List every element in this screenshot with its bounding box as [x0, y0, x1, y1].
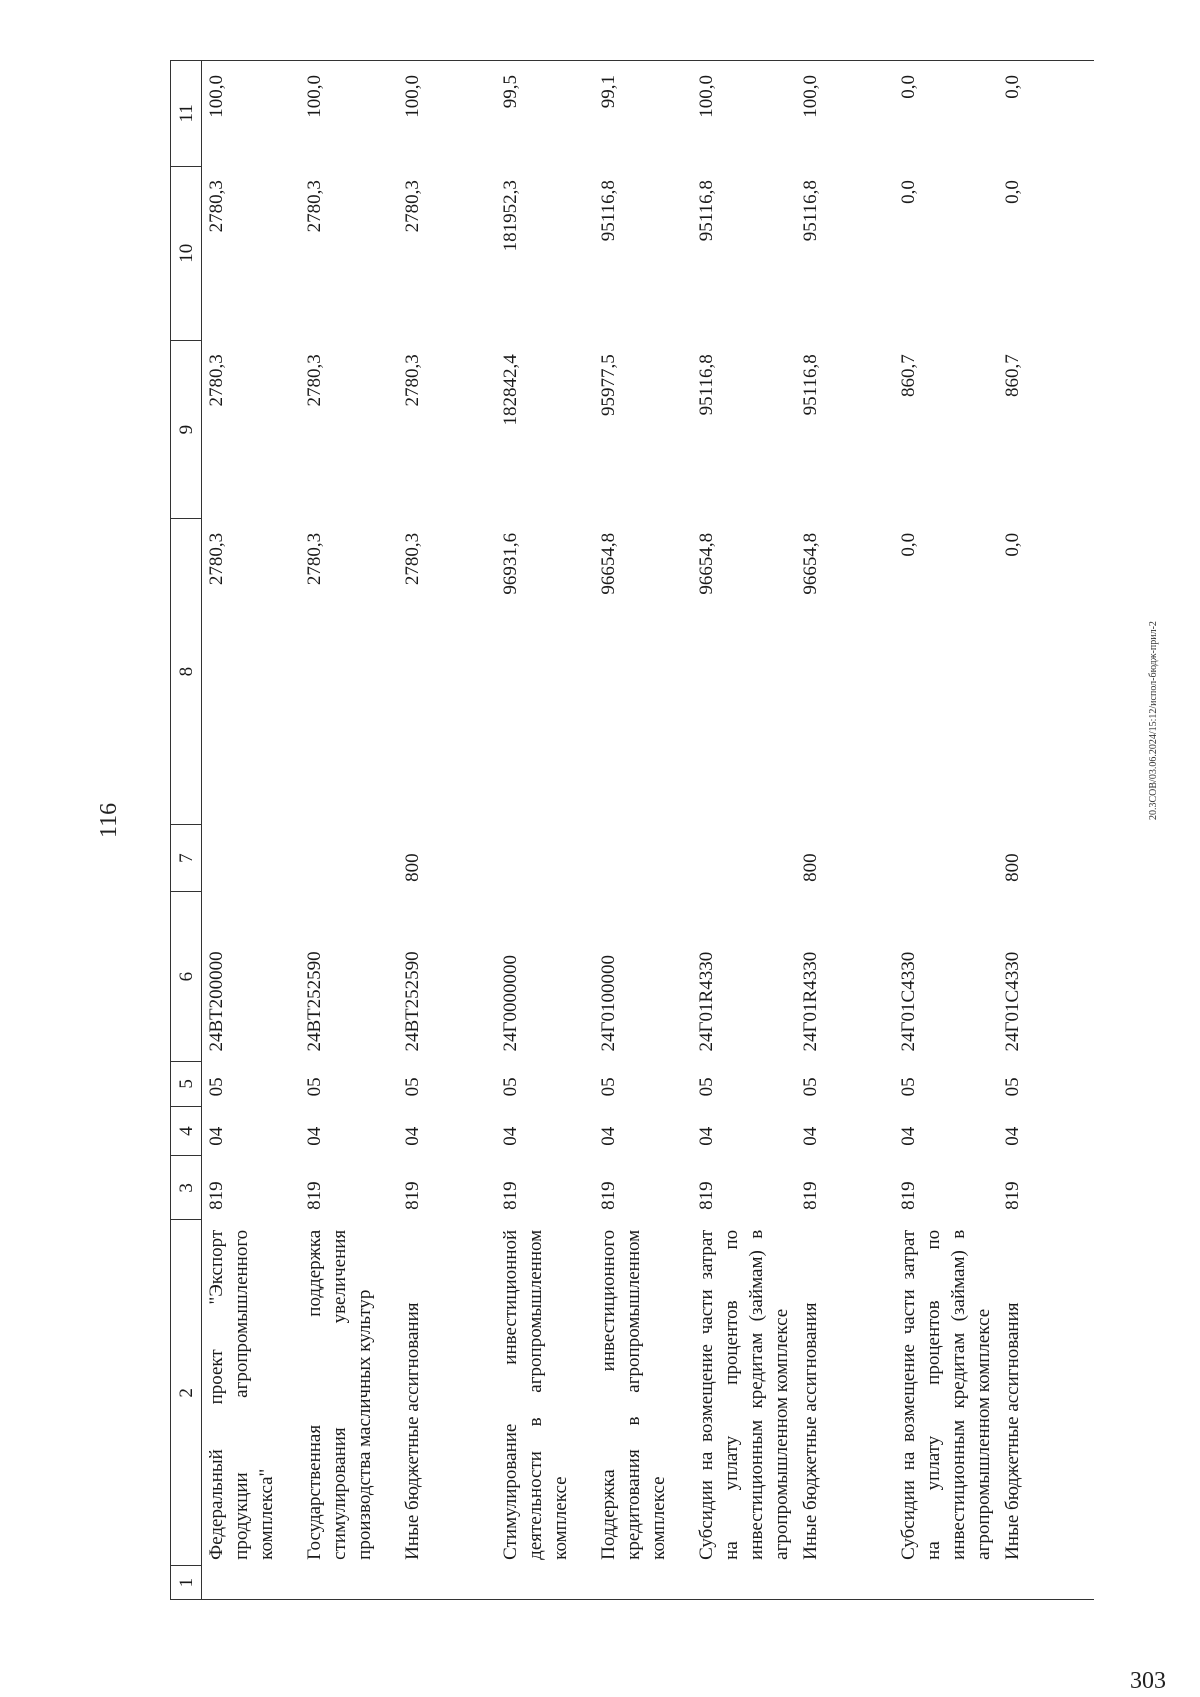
cell-ministry-code: 819 [402, 1181, 423, 1210]
cell-expense-type: 800 [1002, 853, 1023, 882]
cell-section: 04 [1002, 1126, 1023, 1146]
cell-subsection: 05 [598, 1077, 619, 1097]
cell-expense-type [892, 824, 996, 891]
cell-col-1 [494, 1566, 592, 1600]
cell-col-8: 0,0 [898, 532, 919, 557]
table-row [690, 61, 794, 1600]
cell-target-article: 24Г0000000 [500, 954, 521, 1052]
cell-name: Стимулирование инвестиционной деятельности в агропромышленном комплексе [500, 1229, 571, 1560]
cell-col-11: 0,0 [996, 61, 1094, 167]
table-row [592, 61, 690, 1600]
cell-target-article: 24Г0100000 [598, 954, 619, 1052]
cell-section: 04 [898, 1126, 919, 1146]
cell-target-article: 24ВТ252590 [402, 951, 423, 1052]
cell-col-11: 100,0 [396, 61, 494, 167]
budget-table [170, 60, 1094, 1600]
cell-ministry-code: 819 [304, 1181, 325, 1210]
cell-subsection: 05 [1002, 1077, 1023, 1097]
table-row [794, 61, 892, 1600]
cell-col-8: 2780,3 [402, 532, 423, 586]
cell-name: Субсидии на возмещение части затрат на уплату процентов по инвестиционным кредитам (займам) в агропромышленном комплексе [696, 1229, 792, 1560]
cell-col-8: 2780,3 [304, 532, 325, 586]
header-row [171, 61, 202, 1600]
header-col-6: 6 [171, 892, 202, 1062]
cell-col-9: 860,7 [898, 354, 919, 398]
cell-expense-type [494, 824, 592, 891]
page-number: 116 [96, 802, 122, 838]
cell-col-9: 95977,5 [598, 354, 619, 417]
cell-section: 04 [598, 1126, 619, 1146]
header-col-8: 8 [171, 519, 202, 825]
table-row [202, 61, 299, 1600]
cell-col-11: 0,0 [892, 61, 996, 167]
cell-col-11: 99,1 [592, 61, 690, 167]
cell-name: Поддержка инвестиционного кредитования в агропромышленном комплексе [598, 1229, 669, 1560]
cell-col-11: 100,0 [202, 61, 299, 167]
cell-col-10: 95116,8 [598, 180, 619, 242]
cell-ministry-code: 819 [1002, 1181, 1023, 1210]
cell-col-11: 99,5 [494, 61, 592, 167]
cell-name: Государственная поддержка стимулирования увеличения производства масличных культур [304, 1229, 375, 1560]
cell-subsection: 05 [206, 1077, 227, 1097]
cell-target-article: 24Г01R4330 [800, 951, 821, 1052]
cell-col-10: 2780,3 [304, 180, 325, 233]
header-col-1: 1 [171, 1566, 202, 1600]
cell-col-11: 100,0 [794, 61, 892, 167]
cell-col-10: 2780,3 [206, 180, 227, 233]
cell-ministry-code: 819 [206, 1181, 227, 1210]
cell-col-9: 860,7 [1002, 354, 1023, 398]
cell-col-8: 2780,3 [206, 532, 227, 586]
cell-col-8: 96654,8 [800, 532, 821, 595]
header-col-11: 11 [171, 61, 202, 167]
cell-col-8: 96654,8 [696, 532, 717, 595]
cell-expense-type [690, 824, 794, 891]
cell-name: Федеральный проект "Экспорт продукции агропромышленного комплекса" [206, 1229, 277, 1560]
cell-section: 04 [696, 1126, 717, 1146]
cell-col-1 [892, 1566, 996, 1600]
cell-name: Субсидии на возмещение части затрат на уплату процентов по инвестиционным кредитам (займам) в агропромышленном комплексе [898, 1229, 994, 1560]
cell-target-article: 24ВТ200000 [206, 951, 227, 1052]
cell-subsection: 05 [800, 1077, 821, 1097]
cell-section: 04 [402, 1126, 423, 1146]
cell-col-9: 2780,3 [402, 354, 423, 407]
cell-col-1 [794, 1566, 892, 1600]
cell-target-article: 24ВТ252590 [304, 951, 325, 1052]
cell-col-1 [298, 1566, 396, 1600]
header-col-3: 3 [171, 1156, 202, 1220]
cell-subsection: 05 [402, 1077, 423, 1097]
cell-col-11: 100,0 [298, 61, 396, 167]
cell-col-10: 95116,8 [800, 180, 821, 242]
sheet-number: 303 [1130, 1668, 1166, 1694]
cell-section: 04 [800, 1126, 821, 1146]
cell-col-10: 0,0 [898, 180, 919, 204]
cell-name: Иные бюджетные ассигнования [402, 1302, 423, 1560]
table-row [396, 61, 494, 1600]
cell-expense-type [298, 824, 396, 891]
header-col-7: 7 [171, 824, 202, 891]
table-row [298, 61, 396, 1600]
cell-col-1 [996, 1566, 1094, 1600]
cell-col-1 [202, 1566, 299, 1600]
cell-ministry-code: 819 [598, 1181, 619, 1210]
cell-ministry-code: 819 [898, 1181, 919, 1210]
header-col-10: 10 [171, 166, 202, 340]
budget-table-container [170, 60, 1023, 1600]
cell-col-9: 95116,8 [800, 354, 821, 416]
cell-subsection: 05 [304, 1077, 325, 1097]
cell-col-10: 95116,8 [696, 180, 717, 242]
table-row [892, 61, 996, 1600]
header-col-2: 2 [171, 1220, 202, 1566]
cell-subsection: 05 [898, 1077, 919, 1097]
cell-col-1 [592, 1566, 690, 1600]
cell-col-1 [396, 1566, 494, 1600]
cell-col-10: 0,0 [1002, 180, 1023, 204]
cell-expense-type: 800 [800, 853, 821, 882]
cell-subsection: 05 [696, 1077, 717, 1097]
cell-ministry-code: 819 [696, 1181, 717, 1210]
cell-target-article: 24Г01С4330 [1002, 951, 1023, 1052]
cell-name: Иные бюджетные ассигнования [1002, 1302, 1023, 1560]
cell-col-1 [690, 1566, 794, 1600]
header-col-9: 9 [171, 340, 202, 519]
table-row [494, 61, 592, 1600]
cell-expense-type [592, 824, 690, 891]
cell-expense-type: 800 [402, 853, 423, 882]
cell-col-11: 100,0 [690, 61, 794, 167]
cell-section: 04 [304, 1126, 325, 1146]
cell-col-9: 2780,3 [304, 354, 325, 407]
cell-col-10: 2780,3 [402, 180, 423, 233]
table-row [996, 61, 1094, 1600]
cell-ministry-code: 819 [500, 1181, 521, 1210]
cell-col-8: 96931,6 [500, 532, 521, 595]
header-col-4: 4 [171, 1106, 202, 1155]
cell-col-10: 181952,3 [500, 180, 521, 252]
cell-target-article: 24Г01С4330 [898, 951, 919, 1052]
cell-name: Иные бюджетные ассигнования [800, 1302, 821, 1560]
cell-col-9: 95116,8 [696, 354, 717, 416]
cell-section: 04 [500, 1126, 521, 1146]
cell-target-article: 24Г01R4330 [696, 951, 717, 1052]
cell-section: 04 [206, 1126, 227, 1146]
cell-ministry-code: 819 [800, 1181, 821, 1210]
cell-col-9: 2780,3 [206, 354, 227, 407]
cell-expense-type [202, 824, 299, 891]
cell-col-8: 96654,8 [598, 532, 619, 595]
cell-subsection: 05 [500, 1077, 521, 1097]
footer-document-code: 20.3СОВ/03.06.2024/15:12/испол-бюдж-прил-2 [1148, 621, 1159, 820]
header-col-5: 5 [171, 1061, 202, 1106]
cell-col-8: 0,0 [1002, 532, 1023, 557]
cell-col-9: 182842,4 [500, 354, 521, 426]
